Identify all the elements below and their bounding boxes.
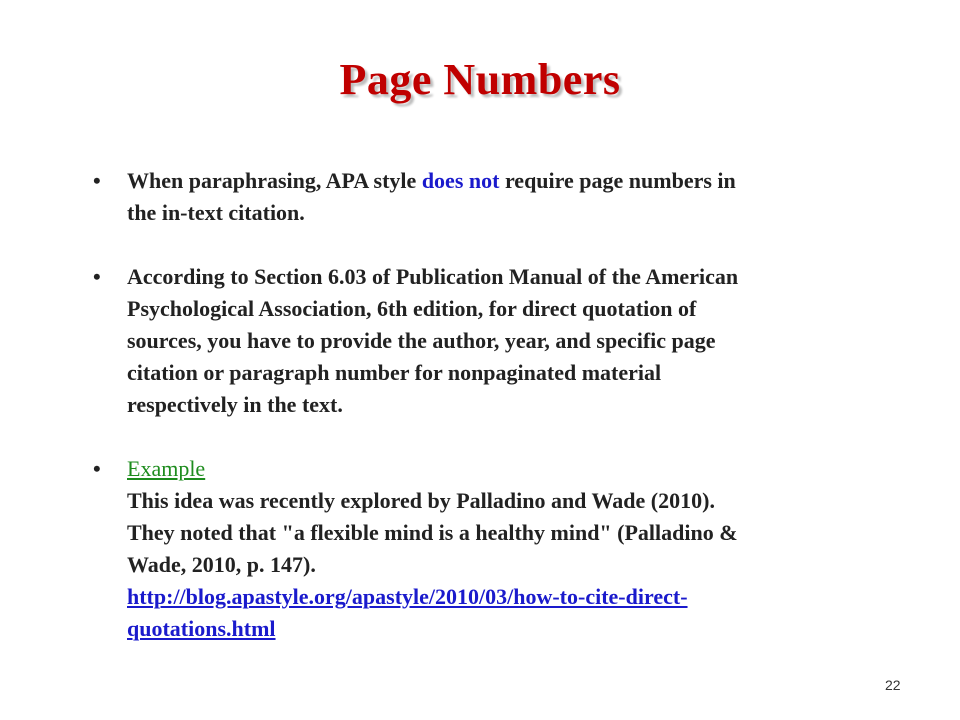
example-text-line: They noted that "a flexible mind is a healthy mind" (Palladino & — [127, 520, 738, 545]
source-link-line — [127, 613, 873, 645]
bullet-dot-icon: • — [93, 264, 101, 289]
bullet-item-paraphrasing — [93, 165, 873, 229]
bullet-1-line-2: the in-text citation. — [127, 200, 305, 225]
bullet-dot-icon: • — [93, 168, 101, 193]
bullet-1-text-before: When paraphrasing, APA style — [127, 168, 422, 193]
example-label-line — [127, 453, 873, 485]
bullet-1-text-after: require page numbers in — [499, 168, 736, 193]
page-number: 22 — [885, 677, 901, 693]
bullet-2-line: Psychological Association, 6th edition, for direct quotation of — [127, 296, 697, 321]
bullet-list — [93, 165, 873, 677]
bullet-2-line: According to Section 6.03 of Publication Manual of the American — [127, 264, 739, 289]
bullet-2-line: respectively in the text. — [127, 392, 343, 417]
example-text-line: Wade, 2010, p. 147). — [127, 552, 316, 577]
source-link[interactable]: http://blog.apastyle.org/apastyle/2010/03/how-to-cite-direct- — [127, 584, 688, 609]
slide-title: Page Numbers — [339, 55, 621, 104]
highlight-does-not: does not — [421, 168, 500, 193]
bullet-1-line-1 — [127, 165, 873, 197]
source-link-continued[interactable]: quotations.html — [127, 616, 276, 641]
source-link-line — [127, 581, 873, 613]
example-label: Example — [127, 456, 206, 481]
example-text-line: This idea was recently explored by Palladino and Wade (2010). — [127, 488, 715, 513]
bullet-item-section-603 — [93, 261, 873, 421]
bullet-2-line: citation or paragraph number for nonpaginated material — [127, 360, 662, 385]
bullet-dot-icon: • — [93, 456, 101, 481]
bullet-2-line: sources, you have to provide the author, year, and specific page — [127, 328, 716, 353]
bullet-item-example — [93, 453, 873, 645]
